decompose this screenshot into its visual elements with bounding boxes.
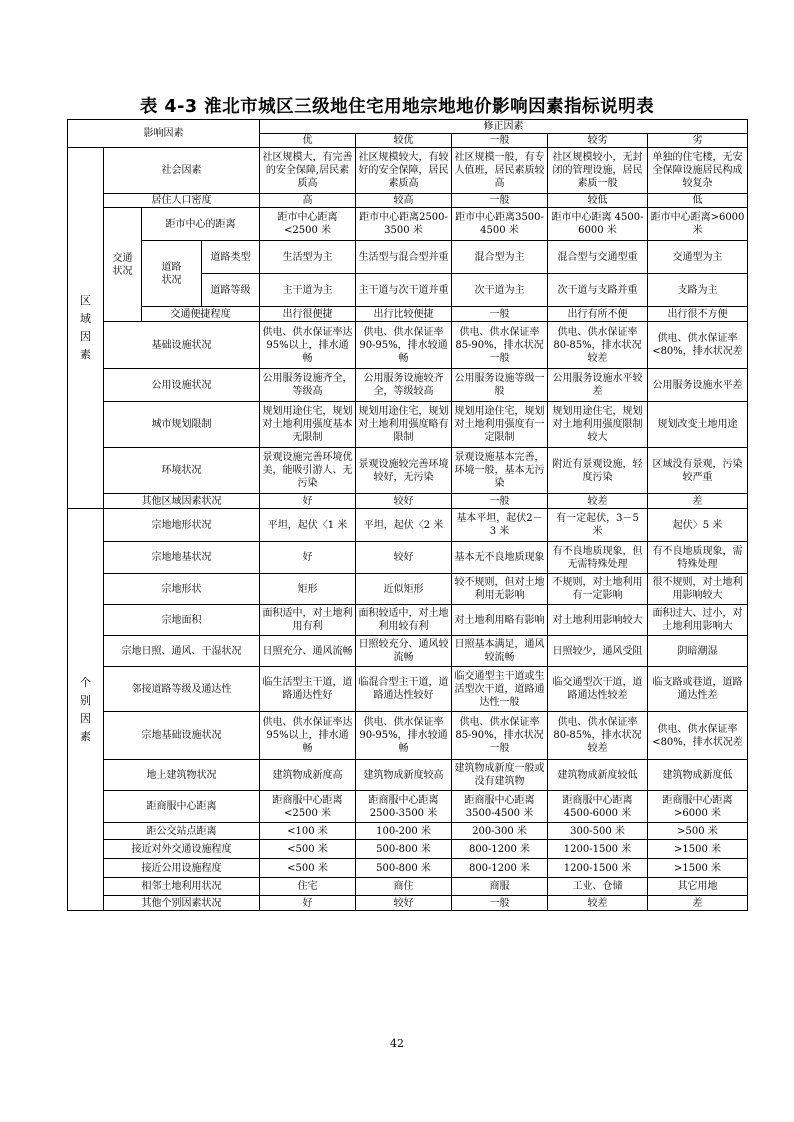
grade-cell: 规划用途住宅，规划对土地利用强度略有限制: [356, 402, 452, 448]
grade-cell: 距商服中心距离3500-4500 米: [452, 791, 548, 823]
grade-cell: 景观设施较完善环境较好，无污染: [356, 448, 452, 494]
grade-cell: 高: [260, 194, 356, 208]
grade-cell: 混合型为主: [452, 241, 548, 274]
grade-cell: >1500 米: [648, 859, 748, 878]
grade-cell: 区域没有景观，污染较严重: [648, 448, 748, 494]
factor-label: 公用设施状况: [104, 369, 260, 402]
grade-cell: 差: [648, 896, 748, 911]
group-regional: [68, 148, 104, 509]
grade-cell: <100 米: [260, 823, 356, 840]
grade-cell: 距商服中心距离>6000 米: [648, 791, 748, 823]
grade-cell: 临交通型次干道，道路通达性较差: [548, 667, 648, 712]
header-grade: 优: [260, 134, 356, 148]
grade-cell: 800-1200 米: [452, 859, 548, 878]
grade-cell: 基本无不良地质现象: [452, 542, 548, 574]
grade-cell: 生活型为主: [260, 241, 356, 274]
grade-cell: 300-500 米: [548, 823, 648, 840]
group-road-text: 道路状况: [161, 261, 182, 286]
grade-cell: 工业、仓储: [548, 878, 648, 896]
grade-cell: 商住: [356, 878, 452, 896]
grade-cell: 建筑物成新度较低: [548, 760, 648, 791]
grade-cell: 200-300 米: [452, 823, 548, 840]
factor-label: 城市规划限制: [104, 402, 260, 448]
grade-cell: 供电、供水保证率达95%以上，排水通畅: [260, 322, 356, 369]
grade-cell: 建筑物成新度较高: [356, 760, 452, 791]
grade-cell: 一般: [452, 307, 548, 322]
grade-cell: 景观设施完善环境优美，能吸引游人、无污染: [260, 448, 356, 494]
factor-label: 环境状况: [104, 448, 260, 494]
grade-cell: 公用服务设施齐全，等级高: [260, 369, 356, 402]
group-transport: [104, 208, 142, 322]
header-grade: 较优: [356, 134, 452, 148]
table-row: [68, 712, 748, 760]
grade-cell: 建筑物成新度一般或没有建筑物: [452, 760, 548, 791]
table-row: [68, 840, 748, 859]
grade-cell: 景观设施基本完善，环境一般，基本无污染: [452, 448, 548, 494]
grade-cell: 对土地利用影响较大: [548, 605, 648, 636]
grade-cell: 日照充分、通风流畅: [260, 636, 356, 667]
grade-cell: 供电、供水保证率80-85%，排水状况较差: [548, 322, 648, 369]
grade-cell: 出行很便捷: [260, 307, 356, 322]
table-row: [68, 307, 748, 322]
factor-label: 宗地基础设施状况: [104, 712, 260, 760]
grade-cell: 日照较少，通风受阻: [548, 636, 648, 667]
grade-cell: 1200-1500 米: [548, 840, 648, 859]
grade-cell: 距商服中心距离<2500 米: [260, 791, 356, 823]
group-road: [142, 241, 202, 307]
table-row: [68, 574, 748, 605]
grade-cell: 附近有景观设施，轻度污染: [548, 448, 648, 494]
grade-cell: 800-1200 米: [452, 840, 548, 859]
grade-cell: 距市中心距离<2500 米: [260, 208, 356, 241]
factor-label: 社会因素: [104, 148, 260, 194]
grade-cell: 单独的住宅楼，无安全保障设施居民构成较复杂: [648, 148, 748, 194]
table-row: [68, 791, 748, 823]
grade-cell: 日照较充分、通风较流畅: [356, 636, 452, 667]
grade-cell: 距商服中心距离2500-3500 米: [356, 791, 452, 823]
table-row: [68, 322, 748, 369]
grade-cell: 较差: [548, 494, 648, 509]
grade-cell: 100-200 米: [356, 823, 452, 840]
grade-cell: 较好: [356, 542, 452, 574]
grade-cell: 平坦，起伏〈2 米: [356, 509, 452, 542]
factor-label: 邻接道路等级及通达性: [104, 667, 260, 712]
grade-cell: 很不规则，对土地利用影响较大: [648, 574, 748, 605]
grade-cell: 较好: [356, 896, 452, 911]
grade-cell: 距市中心距离 4500-6000 米: [548, 208, 648, 241]
grade-cell: 近似矩形: [356, 574, 452, 605]
grade-cell: 社区规模较小，无封闭的管理设施，居民素质一般: [548, 148, 648, 194]
grade-cell: 供电、供水保证率85-90%，排水状况一般: [452, 712, 548, 760]
factor-label: 接近公用设施程度: [104, 859, 260, 878]
factor-label: 道路类型: [202, 241, 260, 274]
grade-cell: 次干道与支路并重: [548, 274, 648, 307]
grade-cell: 较高: [356, 194, 452, 208]
table-row: [68, 896, 748, 911]
grade-cell: 临交通型主干道或生活型次干道，道路通达性一般: [452, 667, 548, 712]
factor-label: 道路等级: [202, 274, 260, 307]
group-individual: [68, 509, 104, 911]
grade-cell: 距市中心距离3500-4500 米: [452, 208, 548, 241]
grade-cell: 差: [648, 494, 748, 509]
table-row: [68, 878, 748, 896]
table-row: [68, 241, 748, 274]
factor-label: 居住人口密度: [104, 194, 260, 208]
header-grade: 劣: [648, 134, 748, 148]
grade-cell: 供电、供水保证率85-90%，排水状况一般: [452, 322, 548, 369]
grade-cell: <500 米: [260, 859, 356, 878]
grade-cell: 住宅: [260, 878, 356, 896]
grade-cell: 临生活型主干道，道路通达性好: [260, 667, 356, 712]
factor-label: 宗地地基状况: [104, 542, 260, 574]
factor-table: [67, 119, 748, 911]
grade-cell: 起伏〉5 米: [648, 509, 748, 542]
grade-cell: 面积过大、过小，对土地利用影响大: [648, 605, 748, 636]
grade-cell: 好: [260, 542, 356, 574]
grade-cell: 出行很不方便: [648, 307, 748, 322]
grade-cell: 阴暗潮湿: [648, 636, 748, 667]
grade-cell: 好: [260, 896, 356, 911]
page-number: 42: [390, 1037, 404, 1050]
header-row-1: [68, 120, 748, 134]
grade-cell: 规划用途住宅，规划对土地利用强度限制较大: [548, 402, 648, 448]
grade-cell: 公用服务设施水平差: [648, 369, 748, 402]
table-row: [68, 448, 748, 494]
grade-cell: 低: [648, 194, 748, 208]
grade-cell: >1500 米: [648, 840, 748, 859]
grade-cell: 供电、供水保证率80-85%，排水状况较差: [548, 712, 648, 760]
group-regional-text: 区域因素: [79, 294, 91, 361]
grade-cell: 主干道与次干道并重: [356, 274, 452, 307]
table-row: [68, 494, 748, 509]
table-row: [68, 542, 748, 574]
grade-cell: 面积较适中，对土地利用较有利: [356, 605, 452, 636]
factor-label: 其他区域因素状况: [104, 494, 260, 509]
grade-cell: 社区规模一般，有专人值班，居民素质较高: [452, 148, 548, 194]
table-row: [68, 823, 748, 840]
grade-cell: 公用服务设施等级一般: [452, 369, 548, 402]
grade-cell: 临混合型主干道，道路通达性较好: [356, 667, 452, 712]
grade-cell: 交通型为主: [648, 241, 748, 274]
table-row: [68, 605, 748, 636]
table-row: [68, 636, 748, 667]
grade-cell: 好: [260, 494, 356, 509]
factor-label: 距市中心的距离: [142, 208, 260, 241]
table-row: [68, 667, 748, 712]
grade-cell: >500 米: [648, 823, 748, 840]
grade-cell: 距市中心距离>6000 米: [648, 208, 748, 241]
grade-cell: 供电、供水保证率90-95%，排水较通畅: [356, 712, 452, 760]
grade-cell: 对土地利用略有影响: [452, 605, 548, 636]
grade-cell: 临支路或巷道，道路通达性差: [648, 667, 748, 712]
grade-cell: 面积适中，对土地利用有利: [260, 605, 356, 636]
factor-label: 相邻土地利用状况: [104, 878, 260, 896]
table-row: [68, 859, 748, 878]
grade-cell: 其它用地: [648, 878, 748, 896]
grade-cell: 建筑物成新度高: [260, 760, 356, 791]
grade-cell: 社区规模较大，有较好的安全保障，居民素质高: [356, 148, 452, 194]
table-row: [68, 194, 748, 208]
factor-label: 宗地日照、通风、干湿状况: [104, 636, 260, 667]
factor-label: 基础设施状况: [104, 322, 260, 369]
grade-cell: 社区规模大，有完善的安全保障,居民素质高: [260, 148, 356, 194]
grade-cell: 一般: [452, 194, 548, 208]
grade-cell: 有一定起伏，3－5 米: [548, 509, 648, 542]
grade-cell: 主干道为主: [260, 274, 356, 307]
grade-cell: 供电、供水保证率<80%，排水状况差: [648, 322, 748, 369]
grade-cell: 公用服务设施水平较差: [548, 369, 648, 402]
grade-cell: 距商服中心距离4500-6000 米: [548, 791, 648, 823]
grade-cell: 较差: [548, 896, 648, 911]
grade-cell: 规划用途住宅，规划对土地利用强度有一定限制: [452, 402, 548, 448]
grade-cell: 商服: [452, 878, 548, 896]
grade-cell: 建筑物成新度低: [648, 760, 748, 791]
grade-cell: 不规则，对土地利用有一定影响: [548, 574, 648, 605]
grade-cell: 出行比较便捷: [356, 307, 452, 322]
header-correction: 修正因素: [260, 120, 748, 134]
grade-cell: 较好: [356, 494, 452, 509]
table-row: [68, 760, 748, 791]
grade-cell: 一般: [452, 494, 548, 509]
table-row: [68, 369, 748, 402]
factor-label: 距商服中心距离: [104, 791, 260, 823]
header-factor: 影响因素: [68, 120, 260, 148]
grade-cell: 基本平坦，起伏2－3 米: [452, 509, 548, 542]
factor-table-body: [68, 120, 748, 911]
factor-label: 交通便捷程度: [142, 307, 260, 322]
grade-cell: 500-800 米: [356, 859, 452, 878]
factor-label: 其他个别因素状况: [104, 896, 260, 911]
factor-label: 宗地地形状况: [104, 509, 260, 542]
grade-cell: 较不规则，但对土地利用无影响: [452, 574, 548, 605]
factor-label: 接近对外交通设施程度: [104, 840, 260, 859]
grade-cell: <500 米: [260, 840, 356, 859]
grade-cell: 距市中心距离2500-3500 米: [356, 208, 452, 241]
grade-cell: 供电、供水保证率<80%，排水状况差: [648, 712, 748, 760]
header-grade: 一般: [452, 134, 548, 148]
factor-label: 宗地面积: [104, 605, 260, 636]
grade-cell: 较低: [548, 194, 648, 208]
grade-cell: 500-800 米: [356, 840, 452, 859]
table-row: [68, 509, 748, 542]
factor-label: 地上建筑物状况: [104, 760, 260, 791]
grade-cell: 次干道为主: [452, 274, 548, 307]
grade-cell: 公用服务设施较齐全，等级较高: [356, 369, 452, 402]
grade-cell: 矩形: [260, 574, 356, 605]
grade-cell: 有不良地质现象，但无需特殊处理: [548, 542, 648, 574]
grade-cell: 供电、供水保证率90-95%，排水较通畅: [356, 322, 452, 369]
grade-cell: 平坦，起伏〈1 米: [260, 509, 356, 542]
grade-cell: 1200-1500 米: [548, 859, 648, 878]
factor-label: 距公交站点距离: [104, 823, 260, 840]
factor-label: 宗地形状: [104, 574, 260, 605]
grade-cell: 规划改变土地用途: [648, 402, 748, 448]
grade-cell: 一般: [452, 896, 548, 911]
grade-cell: 生活型与混合型并重: [356, 241, 452, 274]
grade-cell: 支路为主: [648, 274, 748, 307]
grade-cell: 出行有所不便: [548, 307, 648, 322]
table-row: [68, 402, 748, 448]
header-grade: 较劣: [548, 134, 648, 148]
grade-cell: 有不良地质现象，需特殊处理: [648, 542, 748, 574]
grade-cell: 供电、供水保证率达95%以上，排水通畅: [260, 712, 356, 760]
document-title: 表 4-3 淮北市城区三级地住宅用地宗地地价影响因素指标说明表: [139, 97, 655, 117]
table-row: [68, 148, 748, 194]
grade-cell: 规划用途住宅，规划对土地利用强度基本无限制: [260, 402, 356, 448]
group-transport-text: 交通状况: [112, 252, 133, 277]
grade-cell: 混合型与交通型重: [548, 241, 648, 274]
group-individual-text: 个别因素: [79, 675, 91, 743]
grade-cell: 日照基本满足，通风较流畅: [452, 636, 548, 667]
table-row: [68, 208, 748, 241]
